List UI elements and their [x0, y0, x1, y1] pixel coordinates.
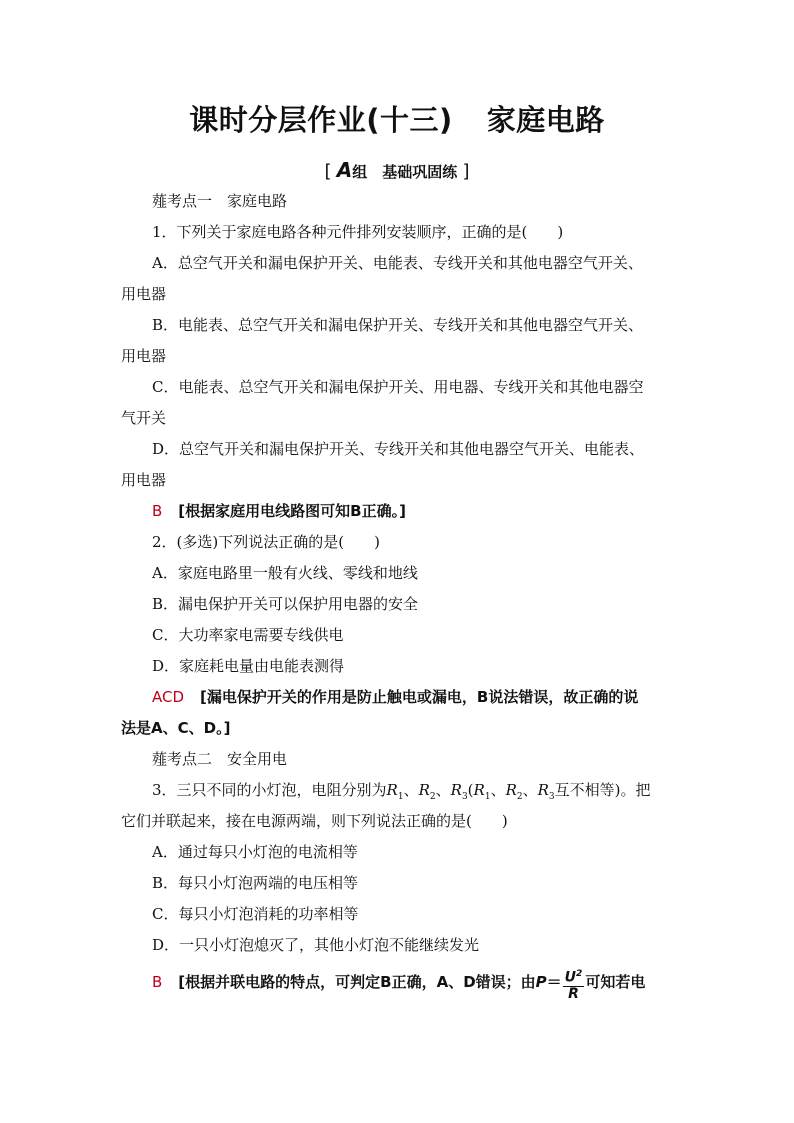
q3-answer-line [121, 967, 674, 1002]
section-heading-1: 薤考点一 家庭电路 [152, 192, 288, 210]
sep-1: 、 [403, 781, 419, 799]
equals-sign: ＝ [546, 973, 562, 991]
group-label: 组 基础巩固练 [352, 163, 458, 181]
q3-option-a: A．通过每只小灯泡的电流相等 [152, 843, 358, 861]
q3-stem-pre: 3．三只不同的小灯泡，电阻分别为 [152, 781, 387, 799]
title-main: 课时分层作业(十三) [189, 103, 453, 137]
q3-option-d: D．一只小灯泡熄灭了，其他小灯泡不能继续发光 [152, 936, 480, 954]
q1-option-c-cont: 气开关 [121, 409, 167, 427]
q3-answer: B [152, 973, 163, 991]
q3-explanation-post: 可知若电 [585, 973, 646, 991]
fraction-denominator: R [568, 986, 579, 1002]
paren-open: ( [467, 781, 474, 799]
q1-option-a: A．总空气开关和漏电保护开关、电能表、专线开关和其他电器空气开关、 [152, 254, 643, 272]
r2-subscript-b: 2 [516, 792, 523, 802]
q1-option-b: B．电能表、总空气开关和漏电保护开关、专线开关和其他电器空气开关、 [152, 316, 644, 334]
q1-answer: B [152, 502, 163, 520]
q2-explanation-cont: 法是A、C、D。] [121, 719, 231, 737]
r1-subscript: 1 [397, 792, 404, 802]
title-sub: 家庭电路 [486, 103, 605, 137]
q1-option-c: C．电能表、总空气开关和漏电保护开关、用电器、专线开关和其他电器空 [152, 378, 644, 396]
group-left-bracket: [ [324, 161, 332, 182]
q1-answer-line [121, 496, 674, 527]
q2-answer: ACD [152, 688, 185, 706]
page-title [0, 98, 794, 139]
q3-stem-post: 互不相等)。把 [554, 781, 651, 799]
r3-subscript: 3 [461, 792, 468, 802]
q2-option-d: D．家庭耗电量由电能表测得 [152, 657, 345, 675]
u-squared: 2 [576, 969, 583, 980]
q3-stem [121, 775, 674, 806]
r1-symbol-b: R [473, 781, 485, 799]
u-symbol: U [564, 970, 577, 986]
q1-option-d-cont: 用电器 [121, 471, 167, 489]
q2-option-a: A．家庭电路里一般有火线、零线和地线 [152, 564, 418, 582]
r1-subscript-b: 1 [484, 792, 491, 802]
r3-symbol-b: R [537, 781, 549, 799]
r2-symbol: R [418, 781, 430, 799]
group-right-bracket: ] [462, 161, 470, 182]
r2-symbol-b: R [505, 781, 517, 799]
section-heading-2: 薤考点二 安全用电 [152, 750, 288, 768]
document-body [121, 186, 674, 1002]
fraction-numerator [563, 967, 585, 987]
q1-option-d: D．总空气开关和漏电保护开关、专线开关和其他电器空气开关、电能表、 [152, 440, 645, 458]
group-letter: A [336, 158, 353, 182]
q3-option-b: B．每只小灯泡两端的电压相等 [152, 874, 359, 892]
q1-stem: 1．下列关于家庭电路各种元件排列安装顺序，正确的是( ) [152, 223, 564, 241]
sep-4: 、 [522, 781, 538, 799]
q2-option-c: C．大功率家电需要专线供电 [152, 626, 344, 644]
r2-subscript: 2 [429, 792, 436, 802]
r3-symbol: R [450, 781, 462, 799]
q2-answer-line [121, 682, 674, 713]
q3-option-c: C．每只小灯泡消耗的功率相等 [152, 905, 359, 923]
r3-subscript-b: 3 [548, 792, 555, 802]
q2-option-b: B．漏电保护开关可以保护用电器的安全 [152, 595, 419, 613]
power-fraction [563, 967, 585, 1002]
q2-explanation: [漏电保护开关的作用是防止触电或漏电，B说法错误，故正确的说 [200, 688, 639, 706]
q3-explanation [178, 969, 646, 1002]
q1-option-a-cont: 用电器 [121, 285, 167, 303]
sep-3: 、 [490, 781, 506, 799]
q3-stem-cont: 它们并联起来，接在电源两端，则下列说法正确的是( ) [121, 812, 508, 830]
q1-explanation: [根据家庭用电线路图可知B正确。] [178, 502, 406, 520]
group-heading [0, 158, 794, 182]
q3-explanation-pre: [根据并联电路的特点，可判定B正确，A、D错误；由 [178, 973, 536, 991]
q2-stem: 2．(多选)下列说法正确的是( ) [152, 533, 380, 551]
r1-symbol: R [386, 781, 398, 799]
p-symbol: P [535, 973, 547, 991]
q1-option-b-cont: 用电器 [121, 347, 167, 365]
sep-2: 、 [435, 781, 451, 799]
